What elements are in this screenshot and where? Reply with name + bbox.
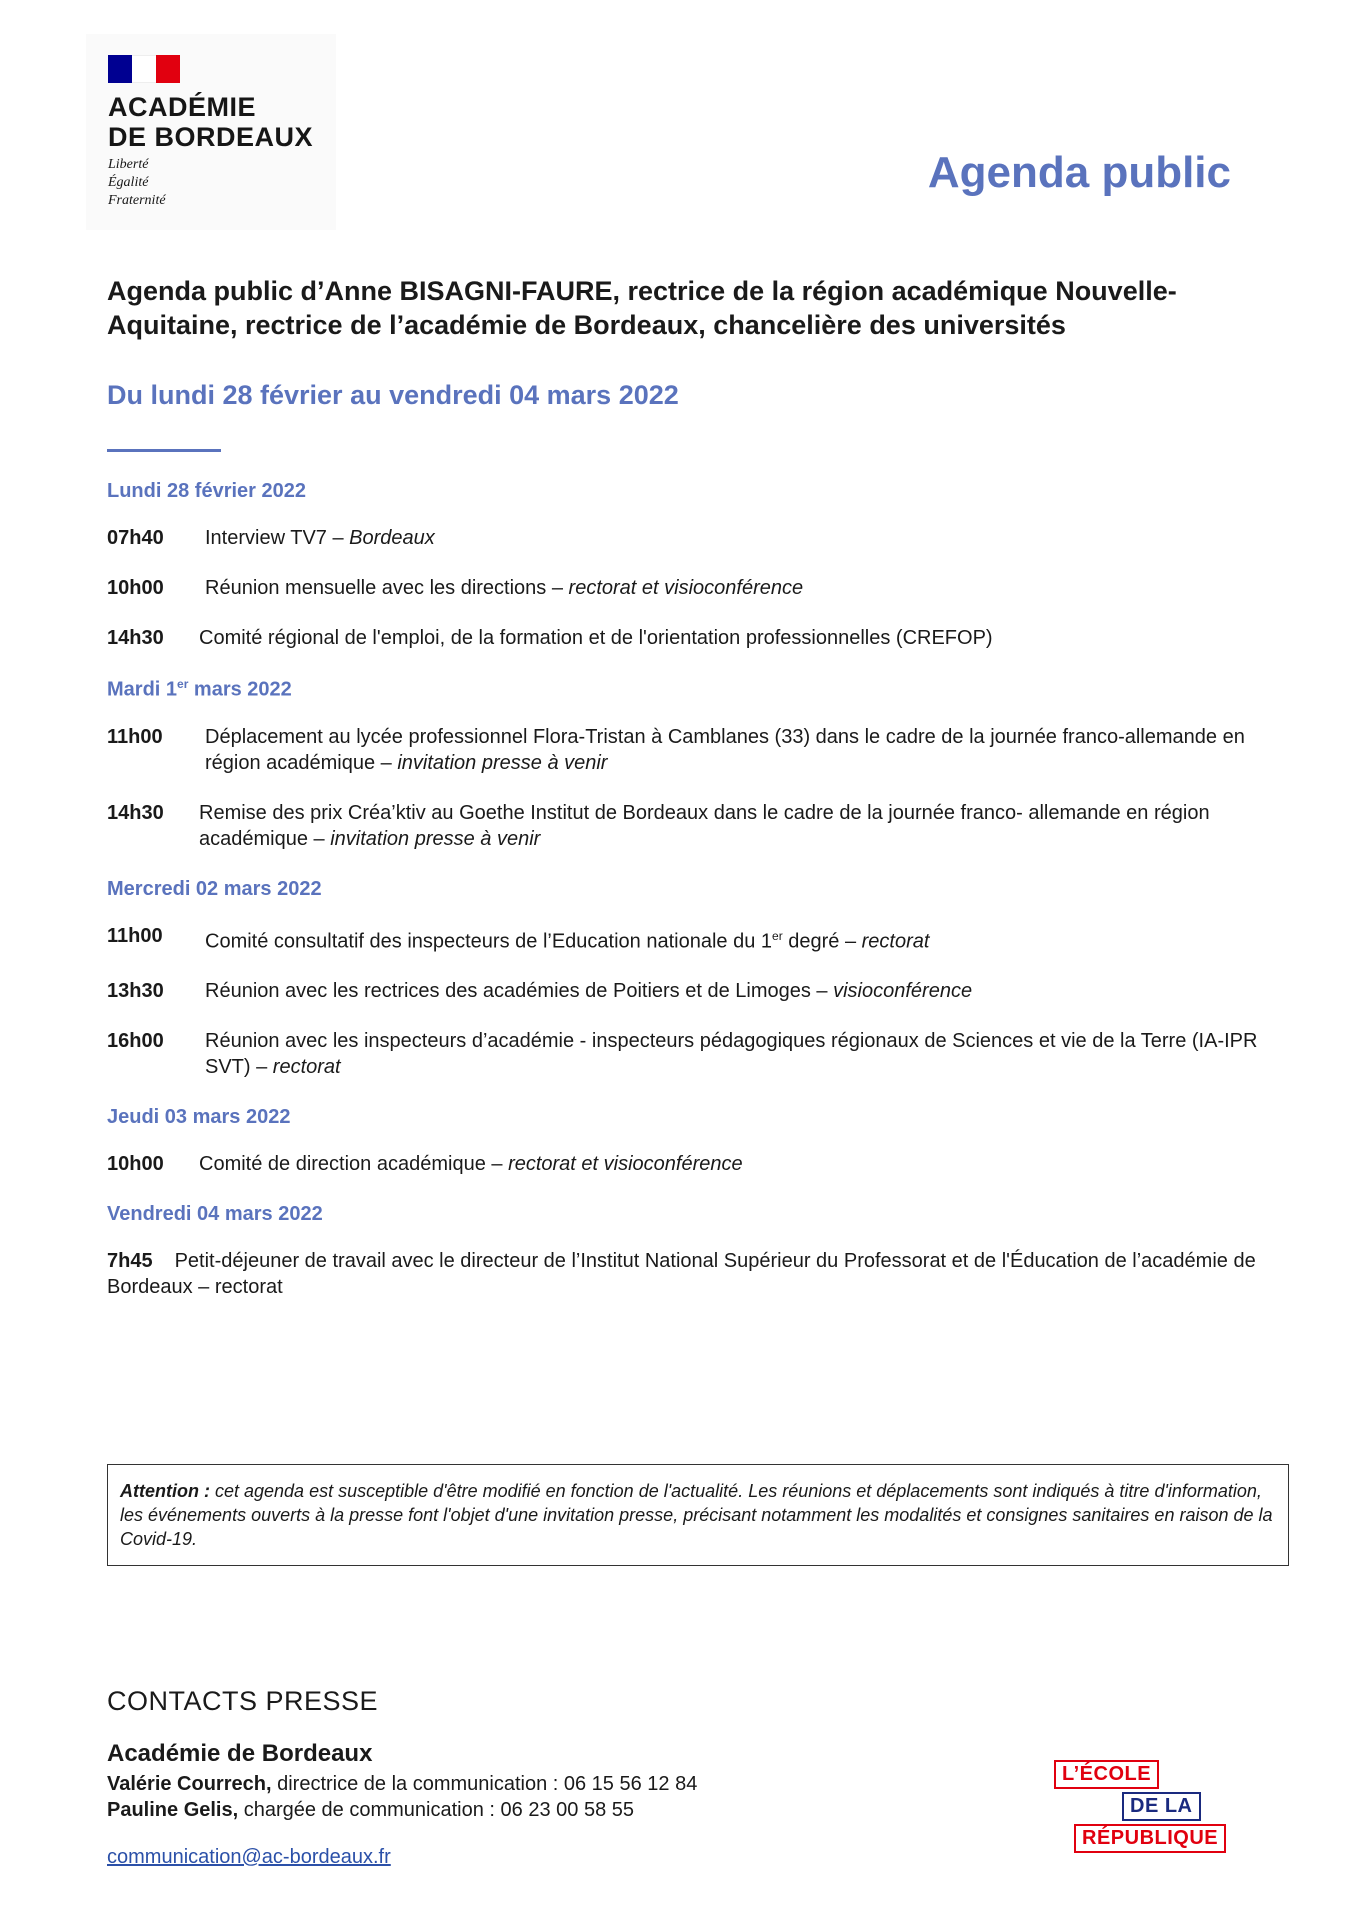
day-friday — [107, 1203, 1287, 1300]
marianne-flag-icon — [108, 55, 180, 83]
entry-description: Interview TV7 – Bordeaux — [205, 527, 435, 549]
attention-notice — [107, 1464, 1289, 1566]
entry-time: 7h45 — [107, 1250, 153, 1273]
agenda-entry — [107, 525, 1287, 551]
agenda-entry — [107, 625, 1287, 651]
entry-time: 16h00 — [107, 1030, 164, 1053]
entry-time: 07h40 — [107, 527, 164, 549]
entry-time: 13h30 — [107, 980, 164, 1003]
entry-description: Remise des prix Créa’ktiv au Goethe Institut de Bordeaux dans le cadre de la journée franco- allemande en région académique – invitation presse à venir — [199, 801, 1210, 850]
agenda-entry — [107, 923, 1287, 955]
academie-logo — [86, 34, 336, 230]
entry-description: Petit-déjeuner de travail avec le directeur de l’Institut National Supérieur du Professorat et de l'Éducation de l’académie de Bordeaux – rectorat — [107, 1250, 1256, 1299]
notice-label: Attention : — [120, 1481, 210, 1501]
entry-description: Réunion avec les inspecteurs d’académie - inspecteurs pédagogiques régionaux de Sciences et vie de la Terre (IA-IPR SVT) – rectorat — [205, 1030, 1258, 1079]
day-monday — [107, 480, 1287, 651]
date-range: Du lundi 28 février au vendredi 04 mars 2022 — [107, 380, 679, 410]
entry-time: 11h00 — [107, 924, 163, 947]
entry-description: Comité de direction académique – rectorat et visioconférence — [199, 1153, 743, 1176]
entry-description: Comité régional de l'emploi, de la formation et de l'orientation professionnelles (CREFOP) — [199, 627, 993, 649]
day-title: Mardi 1er mars 2022 — [107, 677, 292, 701]
entry-time: 10h00 — [107, 577, 164, 599]
logo-line-1: ACADÉMIE — [108, 92, 257, 122]
entry-time: 14h30 — [107, 801, 164, 824]
day-wednesday — [107, 878, 1287, 1081]
agenda-entry — [107, 1151, 1287, 1177]
day-tuesday — [107, 677, 1287, 852]
contact-email-link[interactable]: communication@ac-bordeaux.fr — [107, 1846, 391, 1868]
entry-description: Réunion avec les rectrices des académies de Poitiers et de Limoges – visioconférence — [205, 980, 973, 1003]
entry-time: 11h00 — [107, 725, 163, 748]
entry-time: 10h00 — [107, 1153, 164, 1176]
day-title: Jeudi 03 mars 2022 — [107, 1106, 291, 1129]
entry-description: Comité consultatif des inspecteurs de l’Education nationale du 1er degré – rectorat — [205, 928, 930, 953]
agenda-entry — [107, 575, 1287, 601]
agenda-title: Agenda public d’Anne BISAGNI-FAURE, rectrice de la région académique Nouvelle-Aquitaine, rectrice de l’académie de Bordeaux, chancelière des universités — [107, 276, 1177, 340]
entry-time: 14h30 — [107, 627, 164, 649]
notice-text: cet agenda est susceptible d'être modifié en fonction de l'actualité. Les réunions et déplacements sont indiqués à titre d'information, les événements ouverts à la presse font l'objet d'une invitation presse, précisant notamment les modalités et consignes sanitaires en raison de la Covid-19. — [120, 1481, 1273, 1549]
entry-description: Réunion mensuelle avec les directions – rectorat et visioconférence — [205, 577, 804, 599]
day-title: Vendredi 04 mars 2022 — [107, 1203, 323, 1226]
contacts-organization: Académie de Bordeaux — [107, 1740, 373, 1767]
agenda-entry — [107, 978, 1287, 1004]
entry-description: Déplacement au lycée professionnel Flora-Tristan à Camblanes (33) dans le cadre de la journée franco-allemande en région académique – invitation presse à venir — [205, 725, 1245, 774]
day-thursday — [107, 1106, 1287, 1177]
logo-line-2: DE BORDEAUX — [108, 122, 314, 152]
agenda-entry — [107, 800, 1287, 852]
contacts-heading: CONTACTS PRESSE — [107, 1686, 379, 1716]
ecole-republique-logo: L’ÉCOLE DE LA RÉPUBLIQUE — [1054, 1760, 1239, 1860]
agenda-entry — [107, 724, 1287, 776]
contact-person: Valérie Courrech, directrice de la communication : 06 15 56 12 84 — [107, 1773, 698, 1795]
logo-motto: Liberté Égalité Fraternité — [108, 157, 166, 208]
title-divider — [107, 449, 221, 452]
contact-person: Pauline Gelis, chargée de communication : 06 23 00 58 55 — [107, 1799, 634, 1821]
agenda-entry — [107, 1028, 1287, 1080]
day-title: Mercredi 02 mars 2022 — [107, 877, 322, 900]
document-heading: Agenda public — [927, 148, 1231, 197]
day-title: Lundi 28 février 2022 — [107, 480, 306, 502]
agenda-entry — [107, 1248, 1287, 1300]
agenda-days — [107, 480, 1287, 1326]
